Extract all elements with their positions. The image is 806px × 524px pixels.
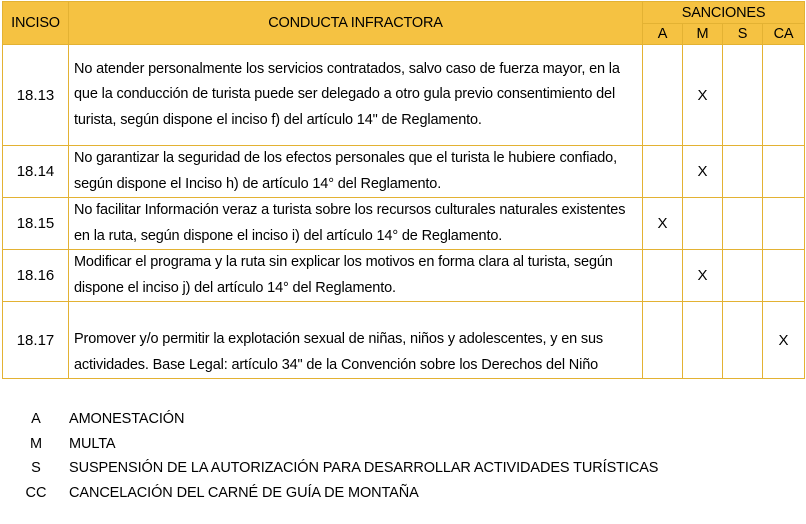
legend-code: S [31,460,41,476]
mark-s [723,45,763,146]
mark-ca: X [763,302,805,379]
row-inciso: 18.14 [3,146,69,198]
mark-m: X [683,250,723,302]
table-row [3,198,805,250]
legend-label: AMONESTACIÓN [69,411,185,427]
row-inciso: 18.15 [3,198,69,250]
row-inciso: 18.16 [3,250,69,302]
mark-a [643,302,683,379]
header-col-ca: CA [763,24,805,45]
row-conducta: No facilitar Información veraz a turista sobre los recursos culturales naturales existentes en la ruta, según dispone el inciso i) del artículo 14° de Reglamento. [69,198,643,250]
mark-a [643,250,683,302]
mark-ca [763,45,805,146]
legend-code: A [31,411,41,427]
mark-ca [763,146,805,198]
mark-a: X [643,198,683,250]
row-conducta: Modificar el programa y la ruta sin explicar los motivos en forma clara al turista, según dispone el inciso j) del artículo 14° del Reglamento. [69,250,643,302]
mark-s [723,250,763,302]
row-conducta: No garantizar la seguridad de los efectos personales que el turista le hubiere confiado, según dispone el Inciso h) de artículo 14° del Reglamento. [69,146,643,198]
table-header [3,2,805,45]
legend-item [0,456,806,481]
mark-a [643,45,683,146]
row-inciso: 18.17 [3,302,69,379]
table-row [3,250,805,302]
table-body [3,45,805,379]
header-col-m: M [683,24,723,45]
table-row [3,45,805,146]
header-col-s: S [723,24,763,45]
mark-ca [763,250,805,302]
table-row [3,302,805,379]
table-row [3,146,805,198]
row-conducta: Promover y/o permitir la explotación sexual de niñas, niños y adolescentes, y en sus actividades. Base Legal: artículo 34" de la Convención sobre los Derechos del Niño [69,302,643,379]
mark-m: X [683,45,723,146]
mark-m [683,302,723,379]
mark-a [643,146,683,198]
legend-item [0,481,806,506]
legend-code: CC [25,484,47,501]
sanctions-legend [0,407,806,505]
header-conducta-infractora: CONDUCTA INFRACTORA [69,2,643,45]
row-inciso: 18.13 [3,45,69,146]
row-conducta: No atender personalmente los servicios contratados, salvo caso de fuerza mayor, en la que la conducción de turista puede ser delegado a otro gula previo consentimiento del turista, según dispone el inciso f) del artículo 14" de Reglamento. [69,45,643,146]
legend-label: SUSPENSIÓN DE LA AUTORIZACIÓN PARA DESARROLLAR ACTIVIDADES TURÍSTICAS [69,460,659,476]
sanctions-table [2,1,805,379]
mark-m [683,198,723,250]
legend-item [0,432,806,457]
mark-s [723,302,763,379]
legend-label: CANCELACIÓN DEL CARNÉ DE GUÍA DE MONTAÑA [69,484,419,501]
header-sanciones: SANCIONES [643,2,805,24]
legend-item [0,407,806,432]
legend-label: MULTA [69,435,116,452]
mark-m: X [683,146,723,198]
header-inciso: INCISO [3,2,69,45]
mark-ca [763,198,805,250]
legend-code: M [29,435,43,452]
header-col-a: A [643,24,683,45]
mark-s [723,198,763,250]
mark-s [723,146,763,198]
